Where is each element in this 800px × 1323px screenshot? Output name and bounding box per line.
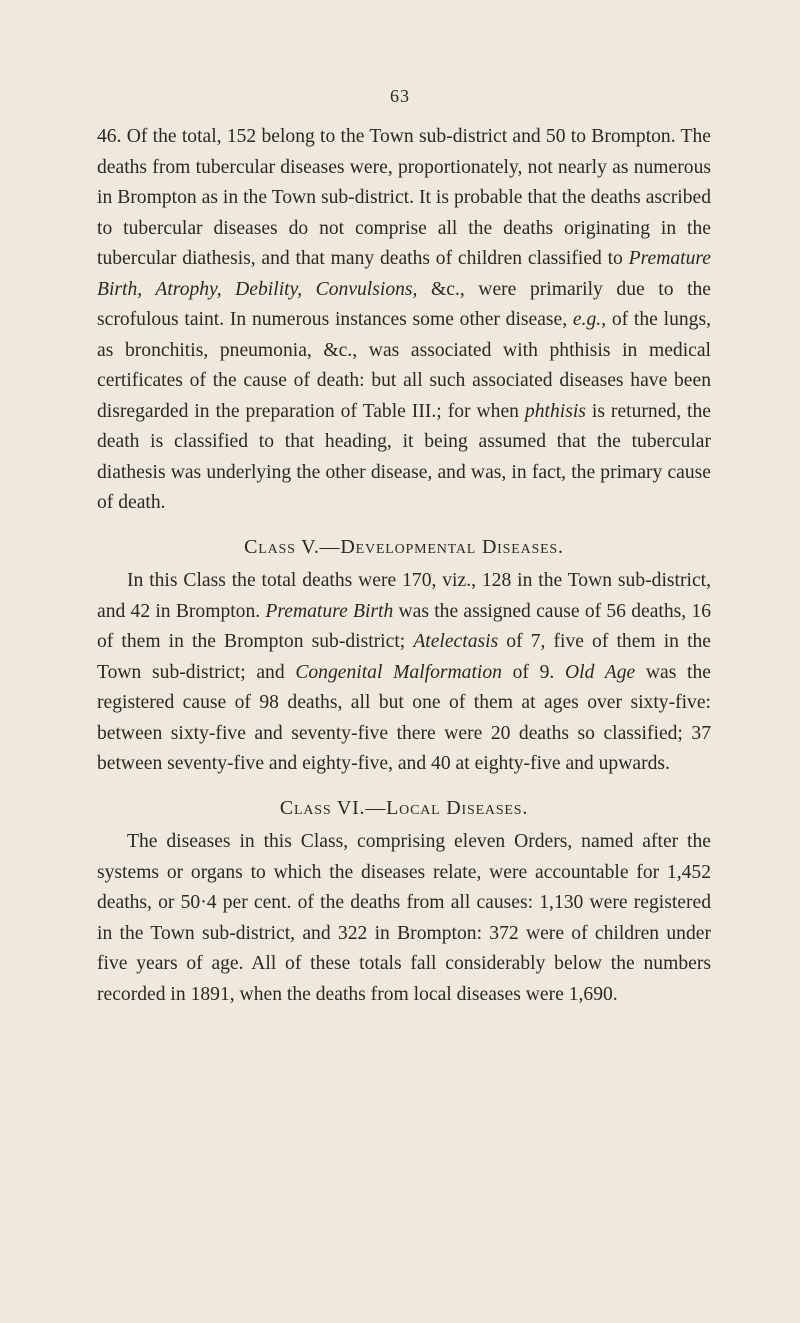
paragraph-tubercular <box>97 122 711 519</box>
paragraph-class-v <box>97 566 711 780</box>
section-heading-class-vi: Class VI.—Local Diseases. <box>279 796 529 819</box>
text-run: of 9. <box>501 661 566 683</box>
text-run: was the registered cause of 98 deaths, all but one of them at ages over sixty-five: between sixty-five and seventy-five there were 20 deaths so classified; 37 between seventy-five and eighty-five, and 40 at eighty-five and upwards. <box>97 661 711 774</box>
italic-term: phthisis <box>524 400 586 422</box>
italic-term: Atelectasis <box>413 631 499 652</box>
text-run: &c., were primarily due to the scrofulous taint. In numerous instances some other disease, <box>97 278 712 330</box>
section-heading-class-v: Class V.—Developmental Diseases. <box>244 535 564 558</box>
text-run: is returned, the death is classified to that heading, it being assumed that the tubercular diathesis was underlying the other disease, and was, in fact, the primary cause of death. <box>97 400 711 513</box>
page-number: 63 <box>390 86 410 106</box>
text-run: was the assigned cause of 56 deaths, 16 of them in the Brompton sub-district; <box>97 600 711 652</box>
text-run: 46. Of the total, 152 belong to the Town sub-district and 50 to Brompton. The deaths from tubercular diseases were, proportionately, not nearly as numerous in Brompton as in the Town sub-district. It is probable that the deaths ascribed to tubercular diseases do not comprise all the deaths originating in the tubercular diathesis, and that many deaths of children classified to <box>97 126 711 269</box>
text-run: of 7, five of them in the Town sub-district; and <box>97 631 712 683</box>
document-body <box>97 122 711 1010</box>
text-run: In this Class the total deaths were 170, viz., 128 in the Town sub-district, and 42 in Brompton. <box>97 570 711 622</box>
italic-term: Congenital Malformation <box>295 661 502 683</box>
text-run: , of the lungs, as bronchitis, pneumonia, &c., was associated with phthisis in medical certificates of the cause of death: but all such associated diseases have been disregarded in the preparation of Table III.; for when <box>97 309 711 422</box>
italic-term: Premature Birth, Atrophy, Debility, Convulsions, <box>97 248 711 300</box>
italic-term: Old Age <box>565 661 636 683</box>
paragraph-class-vi: The diseases in this Class, comprising eleven Orders, named after the systems or organs to which the diseases relate, were accountable for 1,452 deaths, or 50·4 per cent. of the deaths from all causes: 1,130 were registered in the Town sub-district, and 322 in Brompton: 372 were of children under five years of age. All of these totals fall considerably below the numbers recorded in 1891, when the deaths from local diseases were 1,690. <box>97 831 711 1005</box>
italic-term: Premature Birth <box>265 600 394 622</box>
italic-term: e.g. <box>572 309 602 330</box>
